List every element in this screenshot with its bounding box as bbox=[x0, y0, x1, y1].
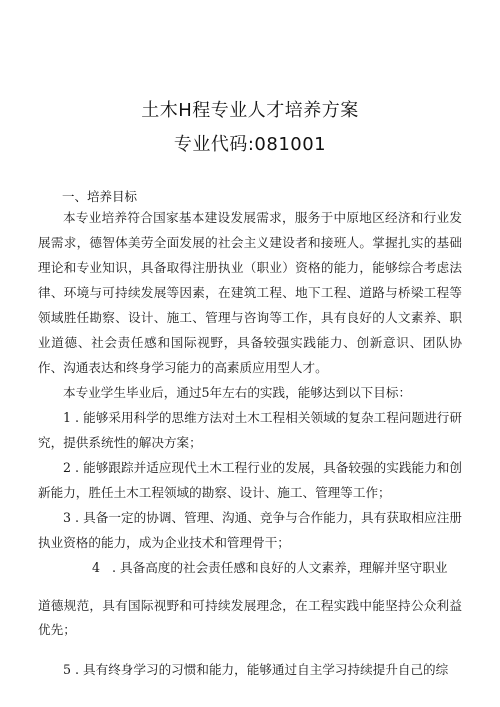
section-heading-training-goals: 一、培养目标 bbox=[62, 189, 138, 204]
goal-item-3: 3 . 具备一定的协调、管理、沟通、竞争与合作能力，具有获取相应注册执业资格的能力，成为企业技术和管理骨干； bbox=[38, 510, 462, 550]
goal-item-2: 2 . 能够跟踪并适应现代土木工程行业的发展，具备较强的实践能力和创新能力，胜任土木工程领域的勘察、设计、施工、管理等工作； bbox=[38, 460, 462, 500]
major-code: 专业代码:081001 bbox=[173, 134, 327, 155]
goal-item-4-number: 4 bbox=[91, 560, 100, 575]
paragraph-graduate-goals: 本专业学生毕业后，通过5年左右的实践，能够达到以下目标： bbox=[63, 385, 412, 400]
goal-item-5: 5 . 具有终身学习的习惯和能力，能够通过自主学习持续提升自己的综 bbox=[63, 662, 449, 677]
document-title: 土木H程专业人才培养方案 bbox=[141, 100, 359, 121]
goal-item-4 bbox=[38, 555, 462, 580]
goal-item-4-continued: 道德规范，具有国际视野和可持续发展理念，在工程实践中能坚持公众利益优先； bbox=[38, 598, 462, 637]
paragraph-training-goals: 本专业培养符合国家基本建设发展需求，服务于中原地区经济和行业发展需求，德智体美劳全面发展的社会主义建设者和接班人。掌握扎实的基础理论和专业知识，具备取得注册执业（职业）资格的能力，能够综合考虑法律、环境与可持续发展等因素，在建筑工程、地下工程、道路与桥梁工程等领域胜任勘察、设计、施工、管理与咨询等工作，具有良好的人文素养、职业道德、社会责任感和国际视野，具备较强实践能力、创新意识、团队协作、沟通表达和终身学习能力的高素质应用型人才。 bbox=[38, 210, 462, 375]
goal-item-1: 1 . 能够采用科学的思维方法对土木工程相关领域的复杂工程问题进行研究，提供系统性的解决方案； bbox=[38, 410, 462, 450]
goal-item-4-text: . 具备高度的社会责任感和良好的人文素养，理解并坚守职业 bbox=[112, 560, 448, 575]
